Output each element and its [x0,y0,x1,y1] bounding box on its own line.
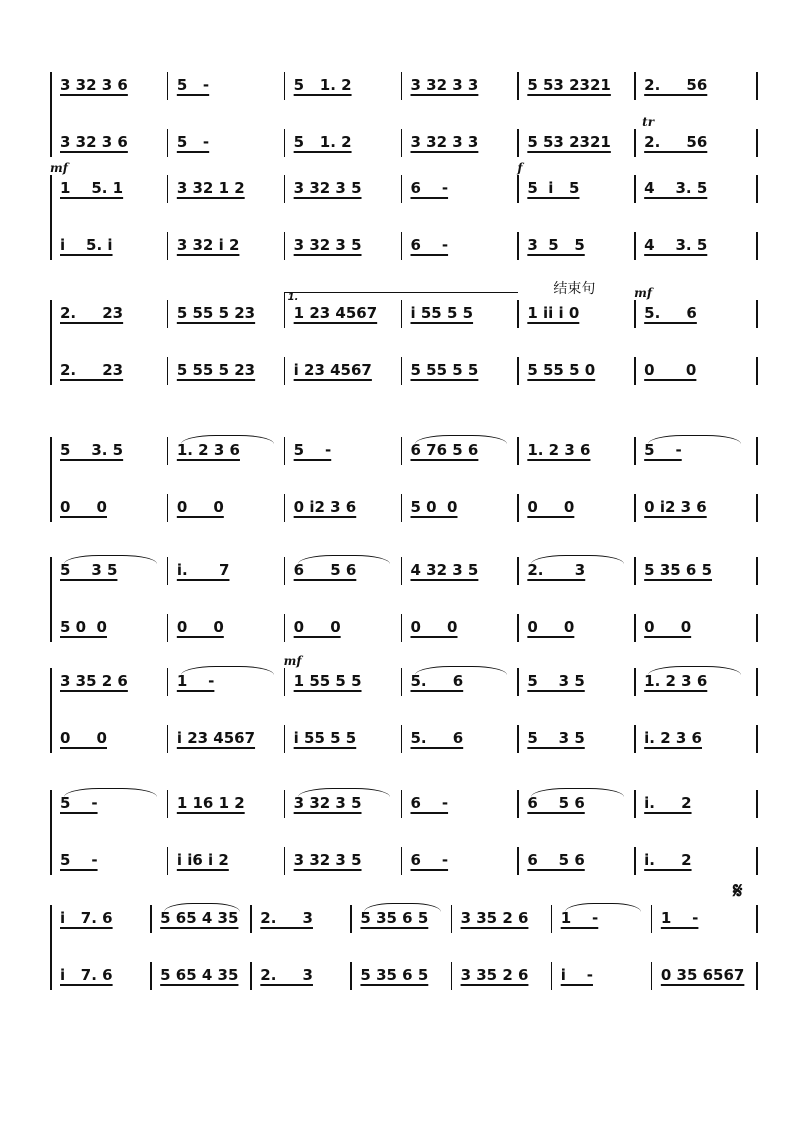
score-row-lower [0,494,794,524]
barline [401,129,403,157]
measure: 6 5 6 [293,561,357,579]
slur-mark [164,903,240,912]
score-system-3 [0,281,794,389]
slur-mark [64,555,157,564]
measure: 5 1. 2 [293,76,352,94]
dynamic-mark: mf [50,161,68,175]
barline [150,905,152,933]
measure: 3 32 1 2 [176,179,245,197]
slur-mark [298,788,391,797]
barline [284,437,286,465]
barline [150,962,152,990]
measure: 3 32 3 3 [410,133,479,151]
measure: i. 2 3 6 [644,729,702,747]
measure: 6 - [410,179,449,197]
score-row-lower [0,614,794,644]
barline [517,72,519,100]
measure: 5. 6 [410,672,464,690]
measure: 5 55 5 5 [410,361,479,379]
barline [401,557,403,585]
barline [284,494,286,522]
measure: i. 7 [176,561,230,579]
measure: 0 i2 3 6 [644,498,707,516]
score-system-7 [0,790,794,879]
measure: 5. 6 [644,304,697,322]
measure: 5 55 5 0 [527,361,596,379]
barline [401,437,403,465]
measure: 6 - [410,794,449,812]
barline [634,790,636,818]
barline [284,790,286,818]
dynamic-mark: mf [634,286,653,300]
measure: i. 2 [644,794,692,812]
measure: 5 - [176,76,210,94]
measure: 3 32 3 5 [293,794,362,812]
barline [250,905,252,933]
barline [167,437,169,465]
measure: 5 0 0 [410,498,458,516]
measure: 1. 2 3 6 [176,441,240,459]
barline [634,232,636,260]
slur-mark [181,435,274,444]
barline [517,129,519,157]
measure: 2. 3 [527,561,586,579]
barline [167,668,169,696]
barline [167,72,169,100]
measure: 5 1. 2 [293,133,352,151]
volta-number: 1. [287,292,299,303]
barline [167,300,169,328]
barline [517,847,519,875]
measure: 5 55 5 23 [176,304,256,322]
barline [284,725,286,753]
barline [634,300,636,328]
barline [167,557,169,585]
barline [284,129,286,157]
score-row-lower [0,232,794,262]
measure: 4 32 3 5 [410,561,479,579]
barline [167,175,169,203]
measure: 0 0 [60,729,107,747]
barline [167,494,169,522]
measure: 2. 3 [260,966,313,984]
barline-end [756,175,758,203]
barline [167,357,169,385]
barline [634,72,636,100]
barline-end [756,494,758,522]
measure: 3 32 3 5 [293,851,362,869]
barline [634,614,636,642]
measure: 0 0 [176,498,224,516]
barline [634,668,636,696]
barline [517,668,519,696]
measure: 3 32 3 3 [410,76,479,94]
barline [451,905,453,933]
measure: 0 0 [644,361,697,379]
barline-end [756,129,758,157]
measure: 5 65 4 35 [160,966,239,984]
barline [651,962,653,990]
slur-mark [531,788,624,797]
dynamic-mark: f [517,161,523,175]
measure: 4 3. 5 [644,236,708,254]
barline [284,300,286,328]
measure: i 55 5 5 [293,729,357,747]
segno-sign: 𝄋 [733,878,743,904]
barline [284,232,286,260]
measure: 2. 56 [644,76,708,94]
barline [284,72,286,100]
score-row-lower [0,725,794,755]
measure: 6 5 6 [527,794,585,812]
dynamic-mark: tr [642,115,655,129]
score-row-lower [0,962,794,992]
measure: i 7. 6 [60,966,113,984]
barline [551,905,553,933]
barline [401,614,403,642]
barline [451,962,453,990]
measure: i 23 4567 [176,729,256,747]
barline [517,357,519,385]
measure: 3 32 3 5 [293,179,362,197]
measure: 3 35 2 6 [460,966,529,984]
measure: 5 53 2321 [527,76,611,94]
measure: 5 i 5 [527,179,580,197]
slur-mark [648,435,741,444]
barline-end [756,668,758,696]
measure: 1 ii i 0 [527,304,580,322]
measure: i 7. 6 [60,909,113,927]
measure: 5 65 4 35 [160,909,239,927]
score-system-1 [0,72,794,161]
measure: 5 - [60,794,98,812]
measure: i 5. i [60,236,113,254]
barline [350,962,352,990]
measure: 3 32 i 2 [176,236,240,254]
barline-end [756,557,758,585]
barline [284,847,286,875]
measure: 6 - [410,851,449,869]
measure: 5 35 6 5 [644,561,713,579]
dynamic-mark: mf [283,654,302,668]
barline [517,437,519,465]
measure: 5 53 2321 [527,133,611,151]
slur-mark [64,788,157,797]
barline [401,232,403,260]
score-row-lower [0,847,794,877]
barline [517,725,519,753]
measure: 0 0 [60,498,107,516]
barline [167,129,169,157]
barline [517,494,519,522]
measure: 5 - [644,441,682,459]
slur-mark [565,903,641,912]
barline [634,557,636,585]
measure: 2. 56 [644,133,708,151]
volta-bracket [284,292,519,301]
measure: 4 3. 5 [644,179,708,197]
barline-end [756,72,758,100]
score-system-5 [0,557,794,646]
measure: i 55 5 5 [410,304,474,322]
barline [551,962,553,990]
measure: 1 - [176,672,215,690]
slur-mark [648,666,741,675]
score-system-4 [0,437,794,526]
barline [350,905,352,933]
measure: 2. 3 [260,909,313,927]
measure: 2. 23 [60,361,124,379]
slur-mark [298,555,391,564]
barline-end [756,790,758,818]
measure: 0 0 [527,498,575,516]
barline [401,847,403,875]
measure: 3 32 3 6 [60,76,128,94]
measure: 5 3 5 [527,729,585,747]
measure: 5 35 6 5 [360,909,429,927]
score-system-6 [0,654,794,757]
measure: 1 - [560,909,599,927]
score-row-upper [0,72,794,102]
measure: 0 0 [293,618,341,636]
measure: 3 32 3 5 [293,236,362,254]
barline [284,357,286,385]
barline [167,614,169,642]
barline-end [756,300,758,328]
measure: 0 0 [644,618,692,636]
barline-end [756,847,758,875]
barline [517,232,519,260]
barline [401,72,403,100]
measure: 1. 2 3 6 [644,672,708,690]
measure: 1 16 1 2 [176,794,245,812]
measure: 0 0 [410,618,458,636]
barline [167,790,169,818]
barline [634,437,636,465]
measure: i - [560,966,593,984]
measure: 0 35 6567 [660,966,745,984]
measure: 5 35 6 5 [360,966,429,984]
barline [401,175,403,203]
barline [401,300,403,328]
measure: i 23 4567 [293,361,372,379]
measure: 1. 2 3 6 [527,441,591,459]
measure: 6 76 5 6 [410,441,479,459]
score-row-upper [0,175,794,205]
score-row-lower [0,129,794,159]
barline [634,357,636,385]
slur-mark [531,555,624,564]
barline [517,790,519,818]
measure: 6 5 6 [527,851,585,869]
barline [284,614,286,642]
measure: 1 23 4567 [293,304,378,322]
barline [284,557,286,585]
measure: 5 55 5 23 [176,361,256,379]
barline [517,557,519,585]
barline-end [756,905,758,933]
barline-end [756,962,758,990]
measure: 6 - [410,236,449,254]
measure: 3 35 2 6 [60,672,128,690]
measure: 5 3. 5 [60,441,124,459]
slur-mark [364,903,440,912]
score-system-8 [0,905,794,994]
measure: i i6 i 2 [176,851,229,869]
barline [401,668,403,696]
barline-end [756,725,758,753]
barline [651,905,653,933]
barline-end [756,232,758,260]
measure: 5 - [176,133,210,151]
barline [634,725,636,753]
phrase-label: 结束句 [553,281,596,297]
barline [167,232,169,260]
barline [634,175,636,203]
measure: 0 0 [527,618,575,636]
measure: 1 55 5 5 [293,672,362,690]
barline [284,668,286,696]
score-row-upper [0,300,794,330]
measure: 5 - [60,851,98,869]
slur-mark [181,666,274,675]
barline [250,962,252,990]
measure: 5 - [293,441,332,459]
measure: 5 0 0 [60,618,107,636]
barline [517,175,519,203]
barline [401,725,403,753]
barline [634,494,636,522]
barline [634,847,636,875]
barline [634,129,636,157]
measure: 3 35 2 6 [460,909,529,927]
measure: 3 32 3 6 [60,133,128,151]
barline [401,790,403,818]
measure: 2. 23 [60,304,124,322]
measure: 5. 6 [410,729,464,747]
measure: i. 2 [644,851,692,869]
measure: 0 i2 3 6 [293,498,357,516]
measure: 1 - [660,909,699,927]
barline [284,175,286,203]
barline [517,300,519,328]
score-row-lower [0,357,794,387]
barline [401,494,403,522]
measure: 0 0 [176,618,224,636]
barline-end [756,614,758,642]
barline-end [756,357,758,385]
barline [517,614,519,642]
barline [167,847,169,875]
barline-end [756,437,758,465]
score-system-2 [0,161,794,264]
barline [167,725,169,753]
measure: 5 3 5 [527,672,585,690]
barline [401,357,403,385]
measure: 3 5 5 [527,236,585,254]
slur-mark [415,666,508,675]
slur-mark [415,435,508,444]
measure: 1 5. 1 [60,179,124,197]
measure: 5 3 5 [60,561,118,579]
